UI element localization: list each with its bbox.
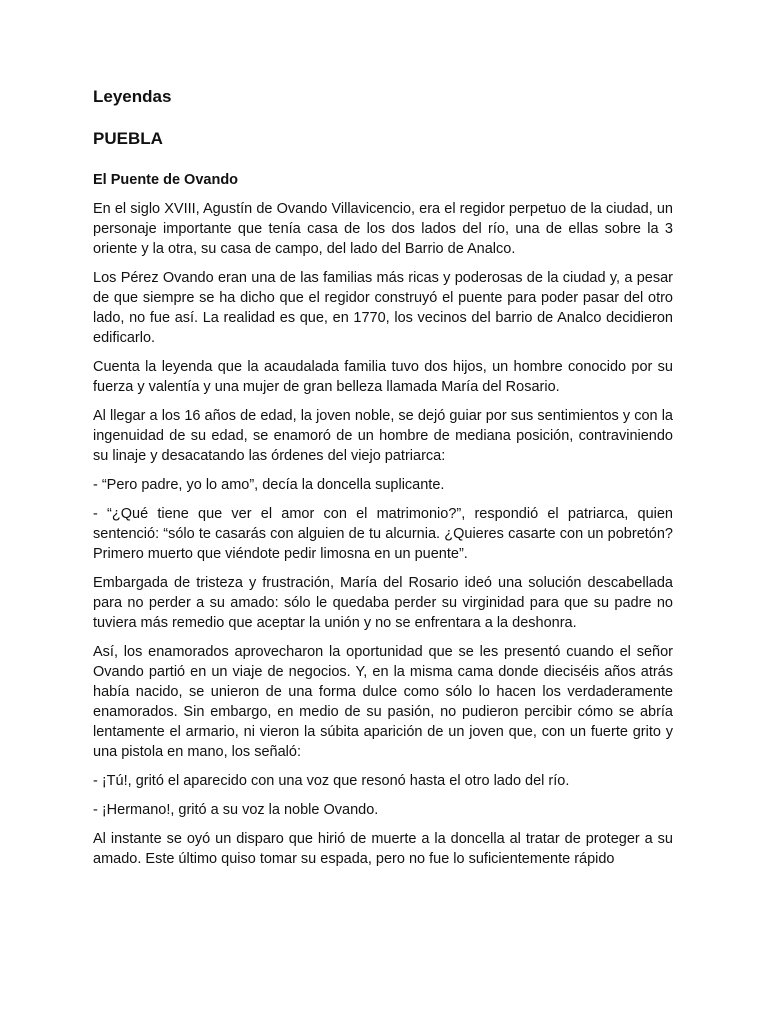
story-title: El Puente de Ovando: [93, 172, 239, 188]
paragraph-8: Así, los enamorados aprovecharon la oportunidad que se les presentó cuando el señor Ovando partió en un viaje de negocios. Y, en la misma cama donde dieciséis años atrás había nacido, se unieron de una forma dulce como sólo lo hacen los verdaderamente enamorados. Sin embargo, en medio de su pasión, no pudieron percibir cómo se abría lentamente el armario, ni vieron la súbita aparición de un joven que, con un fuerte grito y una pistola en mano, los señaló:: [93, 644, 673, 760]
paragraph-5: - “Pero padre, yo lo amo”, decía la doncella suplicante.: [93, 477, 445, 493]
paragraph-2: Los Pérez Ovando eran una de las familias más ricas y poderosas de la ciudad y, a pesar de que siempre se ha dicho que el regidor construyó el puente para poder pasar del otro lado, no fue así. La realidad es que, en 1770, los vecinos del barrio de Analco decidieron edificarlo.: [93, 270, 673, 346]
paragraph-1: En el siglo XVIII, Agustín de Ovando Villavicencio, era el regidor perpetuo de la ciudad, un personaje importante que tenía casa de los dos lados del río, una de ellas sobre la 3 oriente y la otra, su casa de campo, del lado del Barrio de Analco.: [93, 201, 673, 257]
paragraph-4: Al llegar a los 16 años de edad, la joven noble, se dejó guiar por sus sentimientos y con la ingenuidad de su edad, se enamoró de un hombre de mediana posición, contraviniendo su linaje y desacatando las órdenes del viejo patriarca:: [93, 408, 673, 464]
paragraph-7: Embargada de tristeza y frustración, María del Rosario ideó una solución descabellada para no perder a su amado: sólo le quedaba perder su virginidad para que su padre no tuviera más remedio que aceptar la unión y no se enfrentara a la deshonra.: [93, 575, 673, 631]
paragraph-10: - ¡Hermano!, gritó a su voz la noble Ovando.: [93, 802, 379, 818]
document-page: [93, 86, 673, 869]
paragraph-11: Al instante se oyó un disparo que hirió de muerte a la doncella al tratar de proteger a su amado. Este último quiso tomar su espada, pero no fue lo suficientemente rápido: [93, 831, 673, 867]
paragraph-3: Cuenta la leyenda que la acaudalada familia tuvo dos hijos, un hombre conocido por su fuerza y valentía y una mujer de gran belleza llamada María del Rosario.: [93, 359, 673, 395]
paragraph-6: - “¿Qué tiene que ver el amor con el matrimonio?”, respondió el patriarca, quien sentenció: “sólo te casarás con alguien de tu alcurnia. ¿Quieres casarte con un pobretón? Primero muerto que viéndote pedir limosna en un puente”.: [93, 506, 673, 562]
section-heading: PUEBLA: [93, 129, 163, 148]
document-title: Leyendas: [93, 87, 172, 106]
paragraph-9: - ¡Tú!, gritó el aparecido con una voz que resonó hasta el otro lado del río.: [93, 773, 570, 789]
